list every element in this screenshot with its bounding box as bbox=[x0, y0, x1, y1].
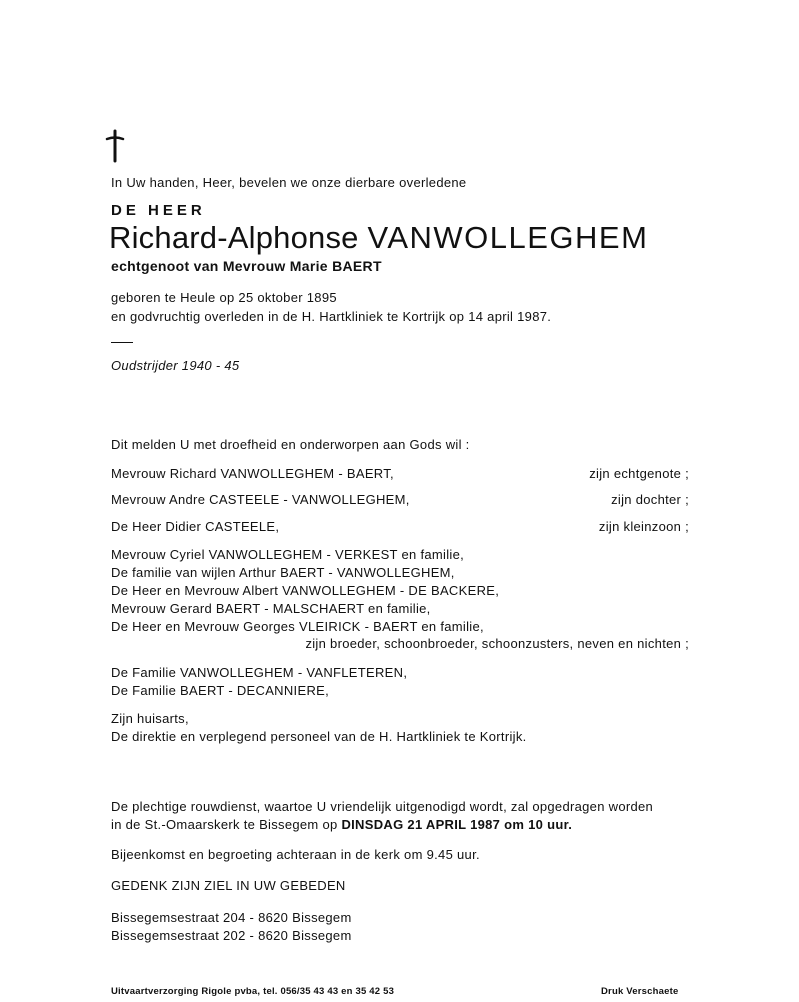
undertaker-line: Uitvaartverzorging Rigole pvba, tel. 056/35 43 43 en 35 42 53 bbox=[111, 986, 395, 997]
sibling-line: Mevrouw Cyriel VANWOLLEGHEM - VERKEST en familie, bbox=[111, 547, 465, 562]
relative-relation: zijn kleinzoon ; bbox=[598, 519, 689, 534]
other-line: De direktie en verplegend personeel van de H. Hartkliniek te Kortrijk. bbox=[111, 729, 527, 744]
spouse-line: echtgenoot van Mevrouw Marie BAERT bbox=[111, 258, 382, 274]
first-names: Richard-Alphonse bbox=[109, 220, 359, 255]
sibling-line: De Heer en Mevrouw Albert VANWOLLEGHEM - DE BACKERE, bbox=[111, 583, 500, 598]
family-line: De Familie BAERT - DECANNIERE, bbox=[111, 683, 330, 698]
born-line: geboren te Heule op 25 oktober 1895 bbox=[111, 290, 337, 305]
service-line: De plechtige rouwdienst, waartoe U vriendelijk uitgenodigd wordt, zal opgedragen worden bbox=[111, 799, 654, 814]
announcement-intro: Dit melden U met droefheid en onderworpen aan Gods wil : bbox=[111, 437, 470, 452]
relative-name: Mevrouw Richard VANWOLLEGHEM - BAERT, bbox=[111, 466, 394, 481]
sibling-line: De Heer en Mevrouw Georges VLEIRICK - BAERT en familie, bbox=[111, 619, 484, 634]
relative-name: De Heer Didier CASTEELE, bbox=[111, 519, 280, 534]
other-line: Zijn huisarts, bbox=[111, 711, 189, 726]
deceased-name bbox=[109, 220, 648, 256]
intro-line: In Uw handen, Heer, bevelen we onze dierbare overledene bbox=[111, 175, 467, 190]
service-location: in de St.-Omaarskerk te Bissegem op bbox=[111, 817, 342, 832]
divider bbox=[111, 342, 133, 343]
siblings-relation: zijn broeder, schoonbroeder, schoonzusters, neven en nichten ; bbox=[305, 636, 689, 651]
relative-name: Mevrouw Andre CASTEELE - VANWOLLEGHEM, bbox=[111, 492, 410, 507]
prayer-line: GEDENK ZIJN ZIEL IN UW GEBEDEN bbox=[111, 878, 346, 893]
family-line: De Familie VANWOLLEGHEM - VANFLETEREN, bbox=[111, 665, 408, 680]
title-prefix: DE HEER bbox=[111, 202, 206, 219]
relative-relation: zijn dochter ; bbox=[611, 492, 689, 507]
printer-line: Druk Verschaete bbox=[601, 986, 679, 997]
relative-relation: zijn echtgenote ; bbox=[589, 466, 689, 481]
sibling-line: Mevrouw Gerard BAERT - MALSCHAERT en familie, bbox=[111, 601, 431, 616]
address-line: Bissegemsestraat 204 - 8620 Bissegem bbox=[111, 910, 352, 925]
cross-icon bbox=[104, 129, 126, 163]
address-line: Bissegemsestraat 202 - 8620 Bissegem bbox=[111, 928, 352, 943]
last-name: VANWOLLEGHEM bbox=[367, 220, 649, 255]
service-date-line bbox=[111, 817, 572, 832]
sibling-line: De familie van wijlen Arthur BAERT - VANWOLLEGHEM, bbox=[111, 565, 455, 580]
died-line: en godvruchtig overleden in de H. Hartkliniek te Kortrijk op 14 april 1987. bbox=[111, 309, 552, 324]
gathering-line: Bijeenkomst en begroeting achteraan in de kerk om 9.45 uur. bbox=[111, 847, 480, 862]
veteran-line: Oudstrijder 1940 - 45 bbox=[111, 358, 240, 373]
service-date: DINSDAG 21 APRIL 1987 om 10 uur. bbox=[341, 817, 573, 832]
